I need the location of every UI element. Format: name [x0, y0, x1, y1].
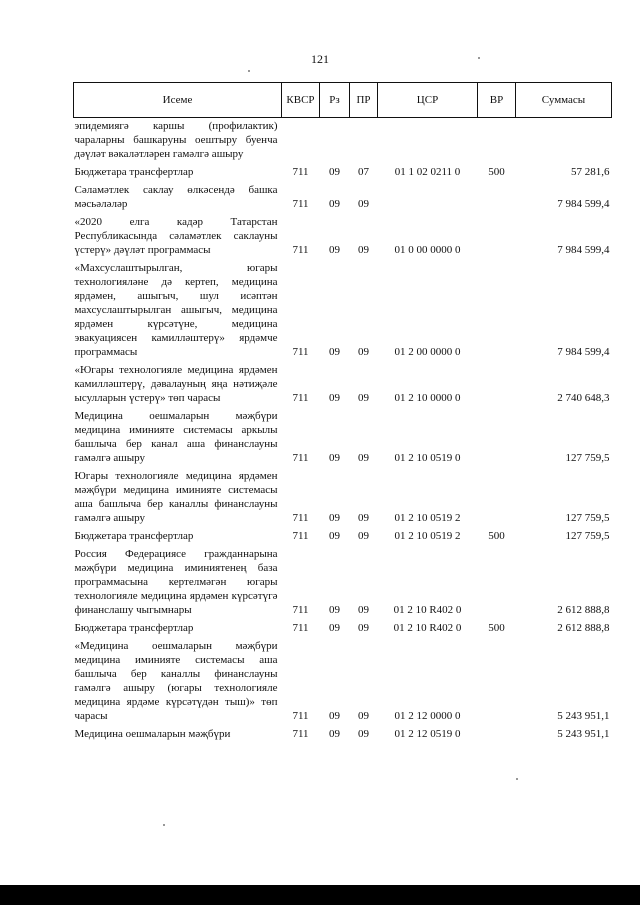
row-vr [478, 214, 516, 260]
table-row [74, 182, 612, 214]
row-csr: 01 2 10 0519 2 [394, 530, 461, 542]
row-vr: 500 [488, 530, 505, 542]
row-sum: 2 612 888,8 [557, 604, 610, 616]
row-name: Сәламәтлек саклау өлкәсендә башка мәсьәләләр [74, 184, 278, 210]
row-name: Бюджетара трансфертлар [74, 530, 194, 542]
header-vr: ВР [478, 83, 516, 118]
row-vr [478, 362, 516, 408]
header-rz: Рз [320, 83, 350, 118]
row-sum: 5 243 951,1 [557, 710, 610, 722]
row-name: Бюджетара трансфертлар [74, 622, 194, 634]
row-vr [478, 118, 516, 165]
row-sum: 5 243 951,1 [557, 728, 610, 740]
row-pr: 09 [358, 530, 369, 542]
row-csr: 01 2 10 0000 0 [394, 392, 461, 404]
scan-speck [163, 824, 165, 826]
table-row [74, 118, 612, 165]
page-number: 121 [311, 52, 329, 66]
table-row [74, 164, 612, 182]
row-sum: 7 984 599,4 [557, 346, 610, 358]
scan-speck [478, 57, 480, 59]
row-name: Медицина оешмаларын мәҗбүри медицина иминияте системасы аркылы башлыча бер канал аша финанслауны гамәлгә ашыру [74, 410, 278, 464]
row-rz: 09 [329, 166, 340, 178]
row-csr: 01 2 10 0519 0 [394, 452, 461, 464]
table-body [74, 118, 612, 745]
row-kvsr: 711 [292, 512, 309, 524]
row-rz: 09 [329, 392, 340, 404]
row-sum: 2 612 888,8 [557, 622, 610, 634]
row-csr: 01 2 10 R402 0 [393, 622, 462, 634]
row-vr [478, 408, 516, 468]
header-kvsr: КВСР [282, 83, 320, 118]
table-row [74, 546, 612, 620]
row-sum: 57 281,6 [571, 166, 610, 178]
row-sum: 127 759,5 [565, 512, 610, 524]
row-rz: 09 [329, 710, 340, 722]
row-kvsr: 711 [292, 166, 309, 178]
row-pr: 09 [358, 346, 369, 358]
row-kvsr: 711 [292, 198, 309, 210]
row-vr: 500 [488, 622, 505, 634]
row-name: «Махсуслаштырылган, югары технологияләне дә кертеп, медицина ярдәмен, ашыгыч, шул исәптән махсуслаштырылган ашыгыч, медицина ярдәмен күрсәтүне, медицина эвакуациясен камилләштерү» ярдәмче программасы [74, 262, 278, 358]
row-csr: 01 2 10 R402 0 [393, 604, 462, 616]
row-name: «Медицина оешмаларын мәҗбүри медицина иминияте системасы аша башлыча бер каналлы финанслауны гамәлгә ашыру (югары технологияле медицина ярдәме күрсәтүдән тыш)» төп чарасы [74, 640, 278, 722]
row-kvsr: 711 [292, 392, 309, 404]
row-name: эпидемиягә каршы (профилактик) чараларны башкаруны оештыру буенча дәүләт вәкаләтләрен гамәлгә ашыру [74, 120, 278, 160]
row-name: Медицина оешмаларын мәҗбүри [74, 728, 231, 740]
row-rz: 09 [329, 198, 340, 210]
row-kvsr [282, 118, 320, 165]
row-csr: 01 0 00 0000 0 [394, 244, 461, 256]
row-name: «Югары технологияле медицина ярдәмен камилләштерү, дәвалауның яңа нәтиҗәле ысулларын үстерү» төп чарасы [74, 364, 278, 404]
scan-speck [248, 70, 250, 72]
row-sum: 2 740 648,3 [557, 392, 610, 404]
row-pr: 09 [358, 452, 369, 464]
row-kvsr: 711 [292, 244, 309, 256]
header-pr: ПР [350, 83, 378, 118]
row-name: Югары технологияле медицина ярдәмен мәҗбүри медицина иминияте системасы аша башлыча бер каналлы финанслауны гамәлгә ашыру [74, 470, 278, 524]
row-sum: 127 759,5 [565, 530, 610, 542]
row-kvsr: 711 [292, 728, 309, 740]
row-kvsr: 711 [292, 530, 309, 542]
row-rz: 09 [329, 530, 340, 542]
row-kvsr: 711 [292, 710, 309, 722]
row-pr: 09 [358, 728, 369, 740]
row-vr: 500 [488, 166, 505, 178]
row-rz: 09 [329, 346, 340, 358]
row-kvsr: 711 [292, 452, 309, 464]
row-pr: 09 [358, 512, 369, 524]
row-pr: 09 [358, 392, 369, 404]
row-rz: 09 [329, 728, 340, 740]
table-row [74, 638, 612, 726]
row-pr: 09 [358, 710, 369, 722]
table-row [74, 408, 612, 468]
row-sum: 127 759,5 [565, 452, 610, 464]
header-name: Исеме [74, 83, 282, 118]
row-vr [478, 260, 516, 362]
table-row [74, 362, 612, 408]
row-rz: 09 [329, 604, 340, 616]
scan-border-bar [0, 885, 640, 905]
table-header-row [74, 83, 612, 118]
row-csr: 01 2 12 0519 0 [394, 728, 461, 740]
budget-table [73, 82, 612, 744]
row-csr: 01 1 02 0211 0 [394, 166, 461, 178]
row-csr: 01 2 10 0519 2 [394, 512, 461, 524]
table-row [74, 528, 612, 546]
row-pr: 07 [358, 166, 369, 178]
row-sum: 7 984 599,4 [557, 198, 610, 210]
row-name: «2020 елга кадәр Татарстан Республикасында сәламәтлек саклауны үстерү» дәүләт программасы [74, 216, 278, 256]
row-rz: 09 [329, 452, 340, 464]
row-vr [478, 726, 516, 744]
table-row [74, 260, 612, 362]
table-row [74, 214, 612, 260]
row-vr [478, 182, 516, 214]
row-rz: 09 [329, 622, 340, 634]
row-name: Бюджетара трансфертлар [74, 166, 194, 178]
row-pr: 09 [358, 604, 369, 616]
row-vr [478, 468, 516, 528]
row-kvsr: 711 [292, 604, 309, 616]
row-csr [378, 182, 478, 214]
row-vr [478, 638, 516, 726]
row-csr [378, 118, 478, 165]
row-pr: 09 [358, 244, 369, 256]
header-sum: Суммасы [516, 83, 612, 118]
row-pr: 09 [358, 198, 369, 210]
row-kvsr: 711 [292, 346, 309, 358]
row-sum [516, 118, 612, 165]
row-sum: 7 984 599,4 [557, 244, 610, 256]
row-name: Россия Федерациясе гражданнарына мәҗбүри медицина иминиятенең база программасына кертелмәгән югары технологияле медицина ярдәмен күрсәтүгә финанслашу чыгымнары [74, 548, 278, 616]
scan-speck [516, 778, 518, 780]
table-row [74, 468, 612, 528]
row-kvsr: 711 [292, 622, 309, 634]
row-pr: 09 [358, 622, 369, 634]
row-csr: 01 2 00 0000 0 [394, 346, 461, 358]
header-csr: ЦСР [378, 83, 478, 118]
row-rz: 09 [329, 512, 340, 524]
row-rz [320, 118, 350, 165]
row-vr [478, 546, 516, 620]
row-csr: 01 2 12 0000 0 [394, 710, 461, 722]
row-rz: 09 [329, 244, 340, 256]
row-pr [350, 118, 378, 165]
table-row [74, 726, 612, 744]
table-row [74, 620, 612, 638]
